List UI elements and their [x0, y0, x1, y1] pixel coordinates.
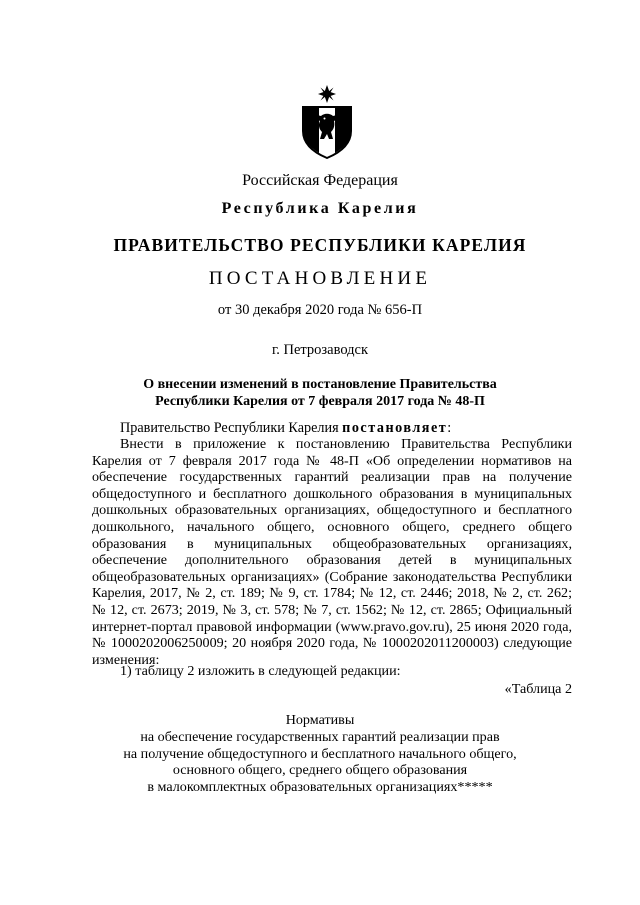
normatives-line: на получение общедоступного и бесплатного начального общего, [123, 745, 517, 762]
table-label: «Таблица 2 [504, 681, 572, 697]
body-line: Карелия, 2017, № 2, ст. 189; № 9, ст. 1784; № 12, ст. 2446; 2018, № 2, ст. 262; [92, 585, 572, 602]
federation-name: Российская Федерация [242, 172, 398, 189]
document-type: ПОСТАНОВЛЕНИЕ [208, 268, 432, 289]
body-line: дошкольного, начального общего, основного общего, среднего общего [92, 518, 572, 535]
normatives-line: на обеспечение государственных гарантий реализации прав [140, 728, 500, 745]
document-date-number: от 30 декабря 2020 года № 656-П [217, 302, 423, 318]
body-line: общеобразовательных организациях» (Собрание законодательства Республики [92, 568, 572, 585]
intro-prefix: Правительство Республики Карелия [120, 420, 343, 436]
document-title-line-2: Республики Карелия от 7 февраля 2017 года № 48-П [155, 394, 485, 409]
body-line: № 1000202006250009; 20 ноября 2020 года, № 1000202011200003) следующие [92, 635, 572, 652]
normatives-line: Нормативы [285, 712, 355, 728]
body-paragraph [92, 436, 572, 668]
body-line: обеспечение государственных гарантий реализации прав на получение [92, 469, 572, 486]
amendment-item-1: 1) таблицу 2 изложить в следующей редакции: [120, 663, 401, 679]
body-line: дошкольных образовательных организациях, общедоступного и бесплатного [92, 502, 572, 519]
normatives-line: основного общего, среднего общего образования [172, 762, 468, 779]
coat-of-arms-icon [297, 85, 357, 159]
body-line: Внести в приложение к постановлению Правительства Республики [120, 436, 572, 452]
body-line: общедоступного и бесплатного дошкольного образования в муниципальных [92, 485, 572, 502]
intro-action: постановляет [342, 420, 448, 436]
body-line: № 12, ст. 2673; 2019, № 3, ст. 578; № 7, ст. 1562; № 12, ст. 2865; Официальный [92, 601, 572, 618]
body-line: изменения: [92, 651, 160, 668]
body-line: интернет-портал правовой информации (www.pravo.gov.ru), 25 июня 2020 года, [92, 618, 572, 635]
document-title [0, 376, 640, 410]
government-name: ПРАВИТЕЛЬСТВО РЕСПУБЛИКИ КАРЕЛИЯ [113, 235, 527, 255]
body-line: обеспечение дополнительного образования детей в муниципальных [92, 552, 572, 569]
body-line: образования в муниципальных общеобразовательных организациях, [92, 535, 572, 552]
intro-suffix: : [447, 420, 452, 436]
republic-name: Республика Карелия [221, 200, 419, 217]
normatives-heading [0, 712, 640, 796]
intro-paragraph [120, 420, 451, 437]
normatives-line: в малокомплектных образовательных организациях***** [147, 779, 493, 796]
document-city: г. Петрозаводск [271, 342, 369, 358]
document-title-line-1: О внесении изменений в постановление Правительства [143, 377, 497, 392]
body-line: Карелия от 7 февраля 2017 года № 48-П «Об определении нормативов на [92, 452, 572, 469]
